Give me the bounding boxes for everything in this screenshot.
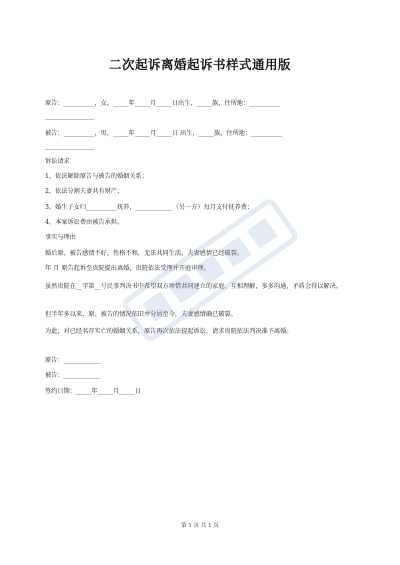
plaintiff-info-continuation: ________________ [45,113,95,120]
claim-item-4: 4、本案诉讼费由被告承担。 [45,219,124,226]
facts-heading: 事实与理由 [45,234,76,241]
fact-paragraph-5: 为此，对已经名存实亡的婚姻关系，原告再次依法提起诉讼，请求贵院依法判决准予离婚。 [45,328,293,335]
claim-item-1: 1、依法解除原告与被告的婚姻关系； [45,173,148,180]
plaintiff-signature-line: 原告：____________ [45,357,101,364]
page-footer: 第 1 页 共 1 页 [181,523,219,529]
plaintiff-info-line: 原告：__________，女，_____年_____月_____日出生，_____族，住所地：__________ [45,100,281,107]
document-title: 二次起诉离婚起诉书样式通用版 [108,57,291,72]
defendant-info-continuation: ________________ [45,143,95,150]
fact-paragraph-3: 虽然贵院在__字第__号民事判决书中希望双方珍惜共同建立的家庭、互相理解，多多沟通，矛盾会得以解决。 [45,283,342,290]
fact-paragraph-4: 但半年多以来，原、被告的情况依旧并分居至今，夫妻感情确已破裂。 [45,311,237,318]
fact-paragraph-2: 年 月 原告起诉至贵院提出离婚，贵院依法受理并开庭审理。 [45,265,210,272]
claim-item-3: 3、婚生子女归__________抚养，____________（另一方）每月支付抚养费； [45,204,254,211]
fact-paragraph-1: 婚后原、被告感情不好，性格不和，无法共同生活，夫妻感情已经破裂。 [45,250,243,257]
defendant-info-line: 被告：__________，男，_____年_____月_____日 出生，_____族，住所地：__________ [45,130,283,137]
claim-item-2: 2、依法分割夫妻共有财产； [45,188,124,195]
defendant-signature-line: 被告：____________ [45,372,101,379]
signing-date-line: 签约日期：_____年_____月_____日 [45,388,141,395]
claims-heading: 诉讼请求 [45,158,70,165]
